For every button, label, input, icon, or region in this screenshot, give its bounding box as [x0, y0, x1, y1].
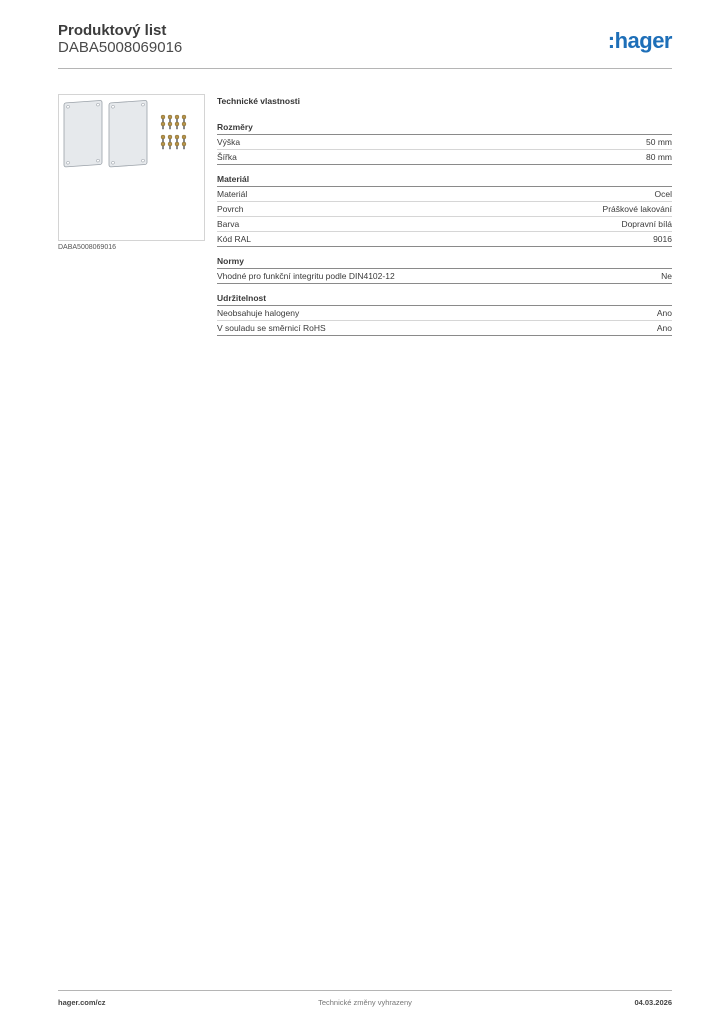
spec-row	[217, 202, 672, 217]
header-divider	[58, 68, 672, 69]
spec-label: Šířka	[217, 152, 237, 162]
section-standards	[217, 256, 672, 284]
specs-heading: Technické vlastnosti	[217, 96, 300, 106]
page-header	[58, 22, 672, 68]
footer-date: 04.03.2026	[634, 998, 672, 1007]
page-title: Produktový list	[58, 22, 167, 39]
product-illustration	[59, 95, 204, 240]
spec-value: Ocel	[654, 189, 672, 199]
spec-value: Ne	[661, 271, 672, 281]
spec-row	[217, 269, 672, 284]
spec-label: Barva	[217, 219, 240, 229]
spec-value: Ano	[656, 323, 672, 333]
section-dimensions	[217, 122, 672, 165]
section-material	[217, 174, 672, 247]
spec-value: Dopravní bílá	[621, 219, 672, 229]
spec-row	[217, 150, 672, 165]
section-title: Normy	[217, 256, 672, 269]
footer-divider	[58, 990, 672, 991]
spec-row	[217, 232, 672, 247]
spec-label: Neobsahuje halogeny	[217, 308, 300, 318]
spec-label: Povrch	[217, 204, 244, 214]
section-title: Materiál	[217, 174, 672, 187]
spec-label: Materiál	[217, 189, 248, 199]
spec-label: V souladu se směrnicí RoHS	[217, 323, 326, 333]
spec-label: Vhodné pro funkční integritu podle DIN4102-12	[217, 271, 395, 281]
spec-row	[217, 187, 672, 202]
spec-row	[217, 321, 672, 336]
spec-row	[217, 135, 672, 150]
spec-label: Kód RAL	[217, 234, 252, 244]
spec-value: 9016	[653, 234, 672, 244]
section-title: Rozměry	[217, 122, 672, 135]
hager-logo: :hager	[607, 28, 672, 53]
spec-value: 80 mm	[646, 152, 672, 162]
spec-value: Ano	[656, 308, 672, 318]
spec-value: Práškové lakování	[602, 204, 672, 214]
product-image	[58, 94, 205, 241]
footer-website-link[interactable]: hager.com/cz	[58, 998, 106, 1007]
footer-notice: Technické změny vyhrazeny	[318, 998, 412, 1007]
spec-label: Výška	[217, 137, 241, 147]
spec-row	[217, 217, 672, 232]
technical-specs	[217, 96, 672, 345]
product-code: DABA5008069016	[58, 39, 183, 56]
spec-row	[217, 306, 672, 321]
image-caption: DABA5008069016	[58, 244, 116, 251]
spec-value: 50 mm	[646, 137, 672, 147]
section-sustainability	[217, 293, 672, 336]
section-title: Udržitelnost	[217, 293, 672, 306]
